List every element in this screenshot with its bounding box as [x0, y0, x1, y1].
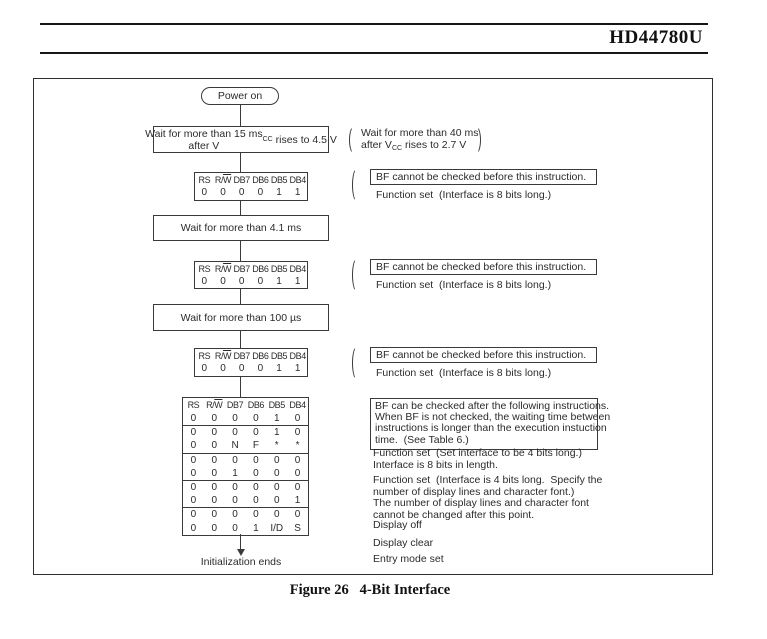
- note-bf-cannot-check-2: BF cannot be checked before this instruction.: [370, 259, 597, 275]
- bit-label: DB7: [226, 400, 244, 410]
- table-row: [195, 262, 307, 276]
- table-row: [195, 276, 307, 289]
- wait-box-4-1ms: Wait for more than 4.1 ms: [153, 215, 329, 241]
- bit-label: $R/\overline{W}$: [214, 264, 232, 274]
- bit-value: 0: [232, 522, 238, 534]
- bit-label: DB4: [289, 351, 306, 361]
- note-function-set-8bit-3: Function set (Interface is 8 bits long.): [376, 367, 552, 379]
- bit-value: 1: [273, 427, 280, 439]
- bit-label: DB7: [233, 264, 250, 274]
- page-title: HD44780U: [609, 27, 703, 48]
- bit-label: DB6: [252, 351, 269, 361]
- bit-value: 0: [294, 454, 301, 466]
- table-row: [183, 467, 308, 480]
- note-function-set-8bit-2: Function set (Interface is 8 bits long.): [376, 279, 552, 291]
- bit-value: S: [294, 522, 301, 534]
- flow-connector: [240, 289, 241, 304]
- flow-connector: [240, 377, 241, 397]
- bit-value: 1: [276, 187, 282, 198]
- table-row: [183, 454, 308, 467]
- bit-value: 0: [294, 427, 301, 439]
- bit-value: 0: [294, 509, 301, 521]
- bit-value: 0: [253, 495, 259, 507]
- instruction-table-3: [194, 348, 308, 377]
- bit-value: 1: [276, 276, 282, 287]
- bit-value: 0: [190, 454, 197, 466]
- bit-value: 0: [211, 495, 218, 507]
- instruction-group: [183, 453, 308, 480]
- bit-label: DB5: [268, 400, 285, 410]
- bit-value: 0: [257, 187, 264, 198]
- note-display-clear: Display clear: [373, 537, 434, 549]
- bit-value: 0: [190, 509, 197, 521]
- table-row: [183, 494, 308, 507]
- bit-value: F: [252, 440, 259, 452]
- bit-value: N: [231, 440, 239, 452]
- table-row: [183, 398, 308, 412]
- bit-value: 1: [294, 276, 301, 287]
- flow-connector: [240, 201, 241, 215]
- bit-value: 1: [253, 522, 259, 534]
- instruction-table-2: [194, 261, 308, 289]
- bit-value: 0: [232, 481, 238, 493]
- flow-connector: [240, 105, 241, 126]
- bit-value: 0: [190, 413, 197, 424]
- note-bf-cannot-check-3: BF cannot be checked before this instruction.: [370, 347, 597, 363]
- bit-value: 0: [253, 509, 259, 521]
- flow-start-terminator: Power on: [201, 87, 279, 105]
- note-function-set-4bit: Function set (Set interface to be 4 bits long.) Interface is 8 bits in length.: [373, 447, 582, 471]
- left-paren-icon: [349, 126, 359, 154]
- figure-frame: [33, 78, 713, 575]
- table-row: [183, 481, 308, 494]
- bit-value: 0: [273, 495, 280, 507]
- arrow-down-icon: [237, 549, 245, 556]
- table-row: [183, 426, 308, 439]
- bit-value: 0: [220, 187, 226, 198]
- table-row: [195, 363, 307, 376]
- bit-label: RS: [198, 264, 211, 274]
- bit-label: DB5: [270, 351, 288, 361]
- bit-value: 0: [294, 481, 301, 493]
- bit-value: 0: [211, 481, 218, 493]
- bit-label: DB7: [233, 351, 250, 361]
- note-wait-40ms: Wait for more than 40 ms after $V_{CC}$ rises to 2.7 V: [361, 127, 479, 152]
- left-paren-icon: [352, 346, 362, 380]
- note-bf-cannot-check-1: BF cannot be checked before this instruction.: [370, 169, 597, 185]
- table-row: [183, 412, 308, 425]
- bit-value: 0: [232, 413, 238, 424]
- bit-value: 0: [273, 509, 280, 521]
- bit-value: 0: [273, 467, 280, 479]
- bit-value: 1: [232, 467, 238, 479]
- right-paren-icon: [471, 126, 481, 154]
- final-instruction-table: [182, 397, 309, 536]
- table-row: [183, 508, 308, 521]
- bit-value: 0: [238, 276, 245, 287]
- bit-value: 0: [232, 454, 238, 466]
- table-row: [195, 349, 307, 363]
- left-paren-icon: [352, 168, 362, 202]
- bit-value: 0: [190, 481, 197, 493]
- bit-value: 0: [294, 467, 301, 479]
- table-row: [195, 173, 307, 187]
- bit-value: 0: [238, 363, 245, 374]
- bit-value: 0: [220, 363, 226, 374]
- bit-value: 0: [232, 495, 238, 507]
- bit-value: *: [295, 440, 300, 452]
- bit-value: 0: [257, 276, 264, 287]
- bit-value: 0: [190, 427, 197, 439]
- bit-value: 0: [211, 509, 218, 521]
- bit-value: 0: [211, 522, 218, 534]
- left-paren-icon: [352, 258, 362, 292]
- bit-value: 0: [253, 413, 259, 424]
- bit-value: 0: [201, 276, 208, 287]
- bit-label: $R/\overline{W}$: [214, 351, 232, 361]
- bit-value: 0: [253, 481, 259, 493]
- table-row: [183, 522, 308, 535]
- bit-value: 0: [190, 467, 197, 479]
- bit-label: $R/\overline{W}$: [214, 175, 232, 185]
- bit-value: 0: [273, 481, 280, 493]
- header-rule-bottom: [40, 52, 708, 54]
- header-rule-top: [40, 23, 708, 25]
- bit-value: 0: [190, 440, 197, 452]
- bit-value: 0: [220, 276, 226, 287]
- flow-connector: [240, 331, 241, 348]
- flow-arrow-line: [240, 534, 241, 550]
- bit-value: *: [274, 440, 279, 452]
- instruction-group: [183, 398, 308, 425]
- bit-label: DB6: [247, 400, 265, 410]
- bit-label: RS: [187, 400, 200, 410]
- bit-value: 0: [211, 413, 218, 424]
- bit-value: 0: [211, 427, 218, 439]
- bit-value: 0: [232, 427, 238, 439]
- note-bf-can-be-checked: BF can be checked after the following instructions. When BF is not checked, the waiting time between instructions is longer than the execution instuction time. (See Table 6.): [370, 398, 598, 450]
- bit-label: DB5: [270, 175, 288, 185]
- instruction-group: [183, 425, 308, 452]
- bit-value: 0: [253, 454, 259, 466]
- bit-label: $R/\overline{W}$: [206, 400, 223, 410]
- wait-box-15ms: Wait for more than 15 ms after V CC rises to 4.5 V: [145, 127, 337, 152]
- bit-value: I/D: [270, 522, 284, 534]
- bit-label: DB5: [270, 264, 288, 274]
- bit-value: 0: [257, 363, 264, 374]
- bit-value: 0: [211, 440, 218, 452]
- bit-value: 0: [253, 467, 259, 479]
- bit-value: 1: [294, 187, 301, 198]
- note-function-set-lines-font: Function set (Interface is 4 bits long. Specify the number of display lines and character font.) The number of display lines and character font cannot be changed after this point.: [373, 474, 603, 521]
- note-entry-mode-set: Entry mode set: [373, 553, 444, 565]
- flow-connector: [240, 241, 241, 261]
- bit-label: DB4: [289, 175, 306, 185]
- instruction-group: [183, 480, 308, 507]
- bit-value: 0: [232, 509, 238, 521]
- bit-label: DB4: [289, 264, 306, 274]
- bit-label: DB7: [233, 175, 250, 185]
- wait-box-100us: Wait for more than 100 µs: [153, 304, 329, 331]
- bit-label: DB6: [252, 264, 269, 274]
- figure-caption: Figure 26 4-Bit Interface: [289, 582, 451, 598]
- note-function-set-8bit-1: Function set (Interface is 8 bits long.): [376, 189, 552, 201]
- instruction-group: [183, 507, 308, 534]
- bit-value: 1: [294, 495, 301, 507]
- bit-value: 0: [190, 495, 197, 507]
- bit-value: 0: [201, 363, 208, 374]
- note-display-off: Display off: [373, 519, 422, 531]
- bit-value: 0: [211, 454, 218, 466]
- bit-label: DB6: [252, 175, 269, 185]
- bit-value: 0: [190, 522, 197, 534]
- bit-value: 0: [201, 187, 208, 198]
- bit-value: 1: [294, 363, 301, 374]
- table-row: [183, 439, 308, 452]
- bit-value: 0: [294, 413, 301, 424]
- bit-value: 1: [273, 413, 280, 424]
- bit-value: 0: [211, 467, 218, 479]
- instruction-table-1: [194, 172, 308, 201]
- bit-label: DB4: [289, 400, 306, 410]
- bit-value: 1: [276, 363, 282, 374]
- flow-connector: [240, 153, 241, 172]
- bit-value: 0: [273, 454, 280, 466]
- bit-label: RS: [198, 351, 211, 361]
- flow-end-label: Initialization ends: [200, 556, 282, 568]
- bit-value: 0: [238, 187, 245, 198]
- bit-label: RS: [198, 175, 211, 185]
- table-row: [195, 187, 307, 200]
- bit-value: 0: [253, 427, 259, 439]
